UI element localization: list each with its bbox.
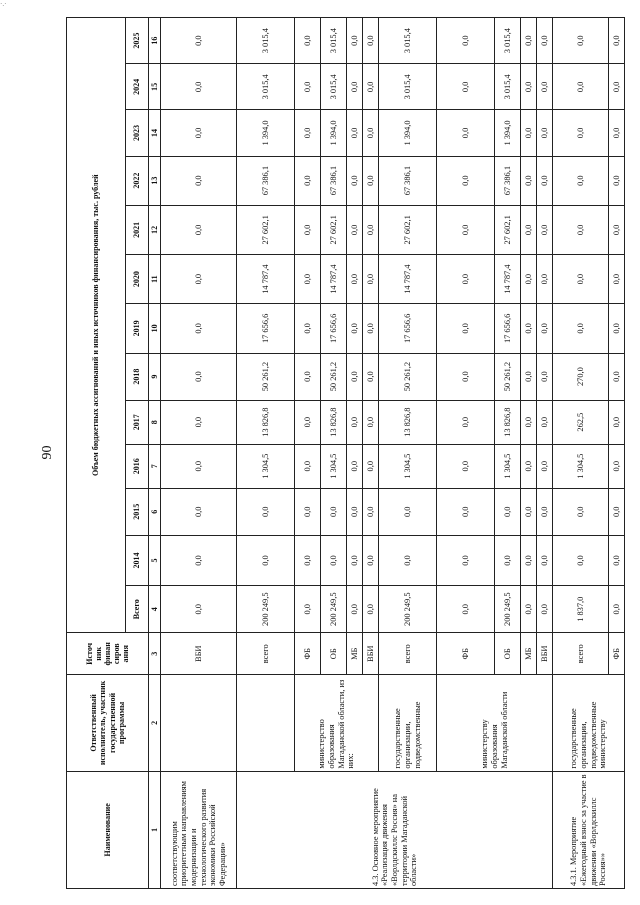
column-number: 4 (149, 586, 161, 633)
cell-value: 0,0 (521, 110, 537, 156)
cell-value: 0,0 (609, 110, 625, 156)
cell-value: 0,0 (295, 18, 321, 64)
header-year: 2025 (126, 18, 149, 64)
cell-name: 4.3.1. Мероприятие «Ежегодный взнос за участие в движении «Ворлдскиллс Россия»» (553, 771, 625, 888)
cell-source: МБ (521, 633, 537, 675)
header-year: 2023 (126, 110, 149, 156)
cell-value: 0,0 (363, 400, 379, 444)
column-number: 1 (149, 771, 161, 888)
cell-value: 0,0 (553, 205, 609, 254)
cell-value: 0,0 (437, 205, 495, 254)
cell-value: 0,0 (437, 64, 495, 110)
cell-value: 27 602,1 (379, 205, 437, 254)
cell-value: 0,0 (347, 586, 363, 633)
cell-value: 0,0 (553, 488, 609, 535)
cell-value: 0,0 (609, 400, 625, 444)
cell-value: 0,0 (295, 110, 321, 156)
cell-value: 0,0 (161, 18, 237, 64)
column-number: 16 (149, 18, 161, 64)
cell-value: 17 656,6 (379, 304, 437, 353)
cell-value: 50 261,2 (321, 353, 347, 400)
cell-value: 0,0 (609, 488, 625, 535)
cell-value: 14 787,4 (495, 255, 521, 304)
cell-value: 0,0 (521, 488, 537, 535)
column-number: 15 (149, 64, 161, 110)
cell-value: 3 015,4 (321, 64, 347, 110)
header-row-top (67, 18, 126, 889)
cell-value: 0,0 (537, 255, 553, 304)
cell-value: 0,0 (609, 304, 625, 353)
column-number: 8 (149, 400, 161, 444)
cell-value: 1 394,0 (379, 110, 437, 156)
cell-value: 1 394,0 (237, 110, 295, 156)
cell-value: 0,0 (553, 535, 609, 585)
column-number: 2 (149, 675, 161, 771)
cell-value: 0,0 (347, 304, 363, 353)
cell-value: 0,0 (553, 255, 609, 304)
cell-value: 67 386,1 (321, 156, 347, 205)
cell-value: 0,0 (437, 444, 495, 488)
cell-source: МБ (347, 633, 363, 675)
cell-value: 1 394,0 (321, 110, 347, 156)
cell-value: 0,0 (295, 255, 321, 304)
header-year: 2016 (126, 444, 149, 488)
cell-source: ВБИ (537, 633, 553, 675)
cell-value: 14 787,4 (321, 255, 347, 304)
cell-value: 0,0 (521, 304, 537, 353)
cell-value: 0,0 (161, 353, 237, 400)
cell-value: 0,0 (437, 586, 495, 633)
cell-value: 0,0 (437, 255, 495, 304)
cell-value: 13 826,8 (237, 400, 295, 444)
column-number: 7 (149, 444, 161, 488)
cell-value: 0,0 (161, 110, 237, 156)
column-number: 13 (149, 156, 161, 205)
cell-value: 0,0 (347, 156, 363, 205)
cell-value: 1 304,5 (379, 444, 437, 488)
header-year: 2021 (126, 205, 149, 254)
cell-name: соответствующим приоритетным направлениям модернизации и технологического развития экономики Российской Федерации» (161, 771, 237, 888)
cell-value: 0,0 (363, 110, 379, 156)
cell-value: 0,0 (161, 400, 237, 444)
cell-value: 0,0 (295, 586, 321, 633)
cell-value: 14 787,4 (237, 255, 295, 304)
cell-value: 0,0 (363, 304, 379, 353)
cell-value: 14 787,4 (379, 255, 437, 304)
cell-value: 17 656,6 (495, 304, 521, 353)
cell-executor (161, 675, 237, 771)
cell-value: 3 015,4 (379, 18, 437, 64)
cell-value: 0,0 (609, 18, 625, 64)
column-number: 14 (149, 110, 161, 156)
cell-value: 0,0 (537, 488, 553, 535)
column-number: 11 (149, 255, 161, 304)
cell-value: 0,0 (521, 255, 537, 304)
cell-value: 1 394,0 (495, 110, 521, 156)
cell-source: ФБ (295, 633, 321, 675)
cell-value: 200 249,5 (237, 586, 295, 633)
cell-value: 0,0 (553, 156, 609, 205)
cell-value: 1 304,5 (553, 444, 609, 488)
cell-value: 0,0 (295, 205, 321, 254)
cell-value: 13 826,8 (321, 400, 347, 444)
cell-value: 0,0 (553, 18, 609, 64)
cell-value: 0,0 (537, 64, 553, 110)
cell-value: 262,5 (553, 400, 609, 444)
cell-name: 4.3. Основное мероприятие «Реализация движения «Ворлдскиллс Россия» на территории Магаданской области» (237, 771, 553, 888)
cell-value: 0,0 (295, 156, 321, 205)
cell-value: 0,0 (237, 535, 295, 585)
column-number-row (149, 18, 161, 889)
cell-value: 0,0 (347, 488, 363, 535)
table-row (237, 18, 295, 889)
column-number: 12 (149, 205, 161, 254)
cell-value: 0,0 (437, 488, 495, 535)
table-row (437, 18, 495, 889)
column-number: 6 (149, 488, 161, 535)
cell-value: 270,0 (553, 353, 609, 400)
cell-value: 0,0 (363, 18, 379, 64)
cell-value: 0,0 (347, 353, 363, 400)
cell-value: 0,0 (161, 255, 237, 304)
cell-value: 0,0 (347, 64, 363, 110)
cell-value: 0,0 (237, 488, 295, 535)
cell-value: 0,0 (161, 205, 237, 254)
cell-value: 13 826,8 (495, 400, 521, 444)
cell-value: 0,0 (161, 586, 237, 633)
cell-value: 0,0 (609, 64, 625, 110)
cell-value: 50 261,2 (237, 353, 295, 400)
cell-source: ВБИ (161, 633, 237, 675)
cell-value: 0,0 (363, 488, 379, 535)
cell-value: 3 015,4 (495, 18, 521, 64)
cell-value: 0,0 (521, 205, 537, 254)
cell-value: 0,0 (161, 304, 237, 353)
cell-value: 0,0 (609, 156, 625, 205)
column-number: 5 (149, 535, 161, 585)
scan-mark: ·.· (0, 0, 7, 8)
header-year: 2022 (126, 156, 149, 205)
cell-value: 0,0 (521, 18, 537, 64)
cell-value: 0,0 (537, 400, 553, 444)
cell-value: 0,0 (495, 488, 521, 535)
header-source: Источ ник финан сиров ания (67, 633, 149, 675)
cell-value: 0,0 (537, 18, 553, 64)
header-executor: Ответственный исполнитель, участник государственной программы (67, 675, 149, 771)
cell-value: 0,0 (437, 535, 495, 585)
cell-source: ФБ (609, 633, 625, 675)
header-year: 2019 (126, 304, 149, 353)
cell-value: 0,0 (437, 304, 495, 353)
cell-value: 0,0 (609, 205, 625, 254)
cell-value: 0,0 (363, 205, 379, 254)
cell-value: 0,0 (295, 535, 321, 585)
cell-value: 0,0 (437, 110, 495, 156)
cell-executor (237, 675, 295, 771)
cell-value: 0,0 (609, 353, 625, 400)
header-year: 2018 (126, 353, 149, 400)
header-year: 2015 (126, 488, 149, 535)
cell-value: 0,0 (363, 535, 379, 585)
cell-value: 3 015,4 (321, 18, 347, 64)
cell-value: 200 249,5 (321, 586, 347, 633)
cell-value: 0,0 (321, 488, 347, 535)
column-number: 10 (149, 304, 161, 353)
header-name: Наименование (67, 771, 149, 888)
cell-value: 0,0 (437, 156, 495, 205)
cell-value: 0,0 (537, 156, 553, 205)
cell-value: 67 386,1 (379, 156, 437, 205)
cell-value: 0,0 (609, 586, 625, 633)
table-row (553, 18, 609, 889)
cell-value: 27 602,1 (321, 205, 347, 254)
cell-value: 0,0 (295, 304, 321, 353)
cell-value: 0,0 (379, 535, 437, 585)
cell-value: 0,0 (161, 488, 237, 535)
table-row (161, 18, 237, 889)
cell-executor: министерство образования Магаданской области, из них: (295, 675, 379, 771)
cell-value: 1 304,5 (321, 444, 347, 488)
cell-value: 0,0 (295, 353, 321, 400)
cell-value: 0,0 (609, 444, 625, 488)
cell-value: 0,0 (537, 304, 553, 353)
cell-executor: государственные организации, подведомственные министерству (553, 675, 625, 771)
cell-source: всего (379, 633, 437, 675)
cell-value: 0,0 (363, 156, 379, 205)
cell-value: 0,0 (347, 400, 363, 444)
cell-value: 0,0 (161, 64, 237, 110)
cell-value: 0,0 (521, 586, 537, 633)
cell-value: 0,0 (553, 304, 609, 353)
cell-value: 0,0 (537, 353, 553, 400)
cell-value: 0,0 (363, 64, 379, 110)
cell-value: 3 015,4 (237, 64, 295, 110)
cell-source: ОБ (495, 633, 521, 675)
cell-value: 0,0 (495, 535, 521, 585)
cell-value: 0,0 (363, 255, 379, 304)
cell-value: 0,0 (609, 535, 625, 585)
table-row (379, 18, 437, 889)
cell-value: 0,0 (363, 444, 379, 488)
header-year: 2017 (126, 400, 149, 444)
cell-value: 17 656,6 (237, 304, 295, 353)
cell-value: 0,0 (553, 110, 609, 156)
cell-value: 0,0 (295, 400, 321, 444)
cell-value: 1 304,5 (237, 444, 295, 488)
cell-value: 0,0 (295, 444, 321, 488)
cell-value: 0,0 (521, 535, 537, 585)
funding-table (66, 17, 625, 889)
cell-source: ОБ (321, 633, 347, 675)
cell-value: 67 386,1 (237, 156, 295, 205)
cell-value: 0,0 (537, 444, 553, 488)
cell-value: 0,0 (437, 18, 495, 64)
cell-value: 0,0 (161, 535, 237, 585)
cell-value: 0,0 (521, 64, 537, 110)
cell-value: 13 826,8 (379, 400, 437, 444)
cell-value: 0,0 (363, 586, 379, 633)
cell-value: 27 602,1 (237, 205, 295, 254)
cell-executor: министерству образования Магаданской области (437, 675, 553, 771)
header-year: 2014 (126, 535, 149, 585)
cell-value: 200 249,5 (379, 586, 437, 633)
cell-source: ВБИ (363, 633, 379, 675)
cell-value: 0,0 (347, 110, 363, 156)
table-body (161, 18, 625, 889)
cell-value: 0,0 (537, 205, 553, 254)
cell-value: 3 015,4 (495, 64, 521, 110)
cell-value: 1 304,5 (495, 444, 521, 488)
cell-value: 0,0 (347, 535, 363, 585)
header-total: Всего (126, 586, 149, 633)
cell-value: 0,0 (537, 586, 553, 633)
cell-value: 0,0 (609, 255, 625, 304)
cell-value: 0,0 (295, 64, 321, 110)
header-year: 2020 (126, 255, 149, 304)
column-number: 3 (149, 633, 161, 675)
cell-value: 3 015,4 (379, 64, 437, 110)
cell-value: 0,0 (521, 353, 537, 400)
cell-value: 0,0 (161, 156, 237, 205)
cell-source: всего (237, 633, 295, 675)
cell-value: 50 261,2 (495, 353, 521, 400)
cell-value: 0,0 (537, 110, 553, 156)
cell-value: 200 249,5 (495, 586, 521, 633)
cell-source: всего (553, 633, 609, 675)
cell-value: 0,0 (521, 156, 537, 205)
cell-value: 0,0 (363, 353, 379, 400)
cell-value: 0,0 (437, 353, 495, 400)
cell-value: 0,0 (521, 400, 537, 444)
cell-value: 0,0 (347, 205, 363, 254)
column-number: 9 (149, 353, 161, 400)
cell-value: 67 386,1 (495, 156, 521, 205)
header-year: 2024 (126, 64, 149, 110)
cell-value: 0,0 (437, 400, 495, 444)
cell-value: 0,0 (295, 488, 321, 535)
header-funding: Объем бюджетных ассигнований и иных источников финансирования, тыс. рублей (67, 18, 126, 633)
cell-value: 0,0 (521, 444, 537, 488)
cell-value: 3 015,4 (237, 18, 295, 64)
cell-value: 0,0 (379, 488, 437, 535)
cell-value: 0,0 (347, 18, 363, 64)
cell-value: 1 837,0 (553, 586, 609, 633)
cell-value: 0,0 (347, 444, 363, 488)
cell-value: 17 656,6 (321, 304, 347, 353)
cell-value: 0,0 (347, 255, 363, 304)
cell-executor: государственные организации, подведомственные (379, 675, 437, 771)
cell-value: 0,0 (321, 535, 347, 585)
cell-value: 0,0 (537, 535, 553, 585)
cell-source: ФБ (437, 633, 495, 675)
table-row (295, 18, 321, 889)
cell-value: 0,0 (553, 64, 609, 110)
cell-value: 50 261,2 (379, 353, 437, 400)
page-number: 90 (40, 445, 55, 460)
cell-value: 0,0 (161, 444, 237, 488)
cell-value: 27 602,1 (495, 205, 521, 254)
